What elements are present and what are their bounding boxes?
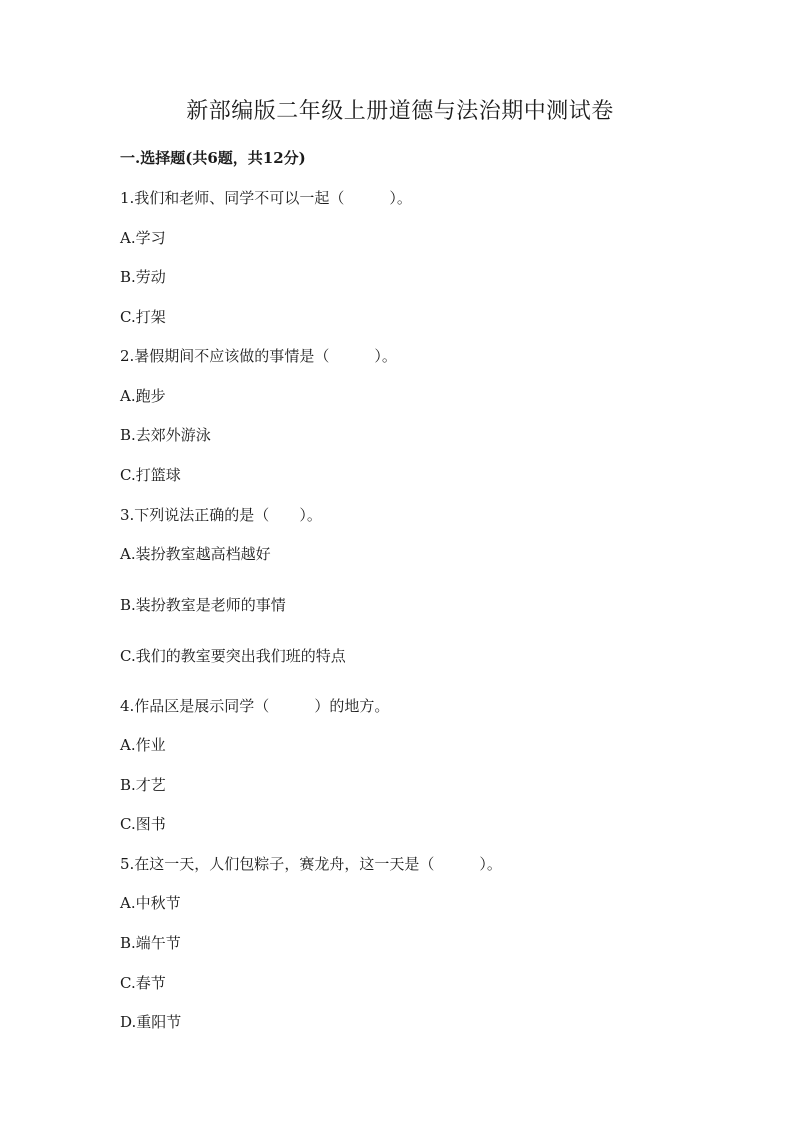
answer-option: A.作业 <box>120 736 166 754</box>
answer-option: B.装扮教室是老师的事情 <box>120 596 286 614</box>
section-heading: 一.选择题(共6题，共12分) <box>120 149 306 167</box>
question-stem: 2.暑假期间不应该做的事情是（ ）。 <box>120 347 397 365</box>
page-title: 新部编版二年级上册道德与法治期中测试卷 <box>186 99 614 124</box>
answer-option: A.中秋节 <box>120 894 181 912</box>
answer-option: C.打架 <box>120 308 166 326</box>
answer-option: B.去郊外游泳 <box>120 426 211 444</box>
answer-option: A.跑步 <box>120 387 166 405</box>
answer-option: B.端午节 <box>120 934 181 952</box>
question-stem: 3.下列说法正确的是（ ）。 <box>120 506 322 524</box>
answer-option: A.学习 <box>120 229 166 247</box>
answer-option: C.图书 <box>120 815 166 833</box>
answer-option: C.打篮球 <box>120 466 181 484</box>
answer-option: B.劳动 <box>120 268 166 286</box>
answer-option: C.春节 <box>120 974 166 992</box>
answer-option: C.我们的教室要突出我们班的特点 <box>120 647 346 665</box>
question-stem: 5.在这一天，人们包粽子，赛龙舟，这一天是（ ）。 <box>120 855 502 873</box>
answer-option: D.重阳节 <box>120 1013 182 1031</box>
answer-option: B.才艺 <box>120 776 166 794</box>
answer-option: A.装扮教室越高档越好 <box>120 545 271 563</box>
question-stem: 1.我们和老师、同学不可以一起（ ）。 <box>120 189 412 207</box>
question-stem: 4.作品区是展示同学（ ）的地方。 <box>120 697 390 715</box>
